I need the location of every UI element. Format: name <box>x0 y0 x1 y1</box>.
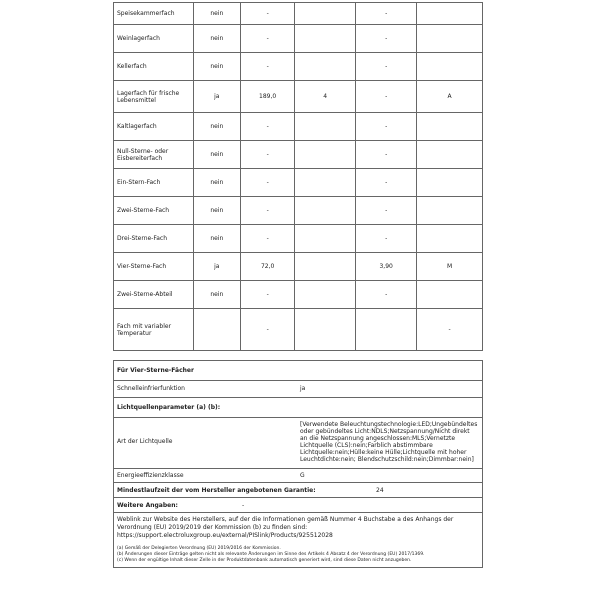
table-row <box>114 169 483 197</box>
cell-c4 <box>295 253 356 281</box>
cell-c3: - <box>241 309 295 351</box>
cell-c5: - <box>356 113 417 141</box>
cell-c5: - <box>356 81 417 113</box>
table-row <box>114 197 483 225</box>
cell-c6: A <box>417 81 483 113</box>
table-row <box>114 141 483 169</box>
cell-c2: nein <box>193 197 240 225</box>
cell-c6 <box>417 281 483 309</box>
cell-c6 <box>417 25 483 53</box>
cell-c4 <box>295 169 356 197</box>
cell-c2: nein <box>193 141 240 169</box>
cell-c3: - <box>241 281 295 309</box>
cell-c4 <box>295 3 356 25</box>
schnell-value: ja <box>300 385 306 392</box>
cell-c6 <box>417 3 483 25</box>
cell-c3: - <box>241 25 295 53</box>
cell-c2: ja <box>193 253 240 281</box>
cell-c3: - <box>241 197 295 225</box>
cell-c2: nein <box>193 281 240 309</box>
cell-c2: nein <box>193 53 240 81</box>
weblink-text: Weblink zur Website des Herstellers, auf der die Informationen gemäß Nummer 4 Buchstabe a des Anhangs der Verordnung (EU) 2019/2019 der Kommission (b) zu finden sind: https://support.electroluxgroup.eu/external/PISlink/Products/925512028 <box>113 513 483 543</box>
row-label: Kellerfach <box>114 53 194 81</box>
table-row <box>114 113 483 141</box>
cell-c3: - <box>241 3 295 25</box>
art-row <box>113 418 483 469</box>
row-label: Fach mit variabler Temperatur <box>114 309 194 351</box>
cell-c3: - <box>241 53 295 81</box>
cell-c3: - <box>241 169 295 197</box>
licht-heading: Lichtquellenparameter (a) (b): <box>113 398 483 418</box>
cell-c2: nein <box>193 169 240 197</box>
row-label: Weinlagerfach <box>114 25 194 53</box>
row-label: Drei-Sterne-Fach <box>114 225 194 253</box>
table-row <box>114 81 483 113</box>
footnotes <box>113 543 483 568</box>
row-label: Zwei-Sterne-Fach <box>114 197 194 225</box>
cell-c6 <box>417 169 483 197</box>
cell-c2 <box>193 309 240 351</box>
weitere-label: Weitere Angaben: <box>117 502 178 509</box>
eek-row <box>113 469 483 483</box>
cell-c5: - <box>356 141 417 169</box>
row-label: Zwei-Sterne-Abteil <box>114 281 194 309</box>
row-label: Ein-Stern-Fach <box>114 169 194 197</box>
cell-c5: - <box>356 225 417 253</box>
table-row <box>114 25 483 53</box>
table-row <box>114 225 483 253</box>
cell-c2: ja <box>193 81 240 113</box>
footnote-c: (c) Wenn der engültige Inhalt dieser Zelle in der Produktdatenbank automatisch generiert wird, sind diese Daten nicht anzugeben. <box>117 558 412 563</box>
garantie-value: 24 <box>376 487 384 494</box>
cell-c2: nein <box>193 25 240 53</box>
cell-c4 <box>295 309 356 351</box>
row-label: Vier-Sterne-Fach <box>114 253 194 281</box>
cell-c4 <box>295 53 356 81</box>
table-row <box>114 253 483 281</box>
table-row <box>114 281 483 309</box>
row-label: Speisekammerfach <box>114 3 194 25</box>
cell-c4 <box>295 197 356 225</box>
vier-sterne-heading: Für Vier-Sterne-Fächer <box>113 360 483 381</box>
cell-c2: nein <box>193 3 240 25</box>
garantie-row <box>113 483 483 498</box>
cell-c3: - <box>241 113 295 141</box>
cell-c3: - <box>241 225 295 253</box>
row-label: Lagerfach für frische Lebensmittel <box>114 81 194 113</box>
cell-c5: - <box>356 25 417 53</box>
cell-c2: nein <box>193 225 240 253</box>
cell-c6 <box>417 53 483 81</box>
table-row <box>114 309 483 351</box>
cell-c5: - <box>356 53 417 81</box>
garantie-label: Mindestlaufzeit der vom Hersteller angebotenen Garantie: <box>117 487 316 494</box>
cell-c3: 189,0 <box>241 81 295 113</box>
weitere-value: - <box>242 502 245 509</box>
cell-c6 <box>417 113 483 141</box>
cell-c5 <box>356 309 417 351</box>
cell-c4 <box>295 25 356 53</box>
row-label: Kaltlagerfach <box>114 113 194 141</box>
cell-c5: - <box>356 197 417 225</box>
cell-c4 <box>295 281 356 309</box>
eek-label: Energieeffizienzklasse <box>117 472 184 479</box>
cell-c3: 72,0 <box>241 253 295 281</box>
cell-c3: - <box>241 141 295 169</box>
cell-c5: - <box>356 3 417 25</box>
cell-c6: - <box>417 309 483 351</box>
cell-c4 <box>295 113 356 141</box>
art-value: [Verwendete Beleuchtungstechnologie:LED;Ungebündeltes oder gebündeltes Licht:NDLS;Netzspannung/Nicht direkt an die Netzspannung angeschlossen:MLS;Vernetzte Lichtquelle (CLS):nein;Farblich abstimmbare Lichtquelle:nein;Hülle:keine Hülle;Lichtquelle mit hoher Leuchtdichte:nein; Blendschutzschild:nein;Dimmbar:nein] <box>300 421 478 463</box>
cell-c6 <box>417 197 483 225</box>
eek-value: G <box>300 472 305 479</box>
compartment-table <box>113 2 483 351</box>
schnell-label: Schnelleinfrierfunktion <box>117 385 185 392</box>
cell-c4 <box>295 225 356 253</box>
cell-c5: 3,90 <box>356 253 417 281</box>
cell-c4: 4 <box>295 81 356 113</box>
footnote-a: (a) Gemäß der Delegierten Verordnung (EU) 2019/2016 der Kommission. <box>117 546 281 551</box>
cell-c5: - <box>356 281 417 309</box>
cell-c6 <box>417 225 483 253</box>
weitere-row <box>113 498 483 513</box>
lower-section <box>113 360 483 568</box>
cell-c2: nein <box>193 113 240 141</box>
cell-c6 <box>417 141 483 169</box>
cell-c6: M <box>417 253 483 281</box>
art-label: Art der Lichtquelle <box>117 438 173 445</box>
cell-c4 <box>295 141 356 169</box>
row-label: Null-Sterne- oder Eisbereiterfach <box>114 141 194 169</box>
footnote-b: (b) Änderungen dieser Einträge gelten nicht als relevante Änderungen im Sinne des Artikels 4 Absatz 4 der Verordnung (EU) 2017/1369. <box>117 552 425 557</box>
cell-c5: - <box>356 169 417 197</box>
table-row <box>114 53 483 81</box>
table-row <box>114 3 483 25</box>
schnell-row <box>113 381 483 398</box>
